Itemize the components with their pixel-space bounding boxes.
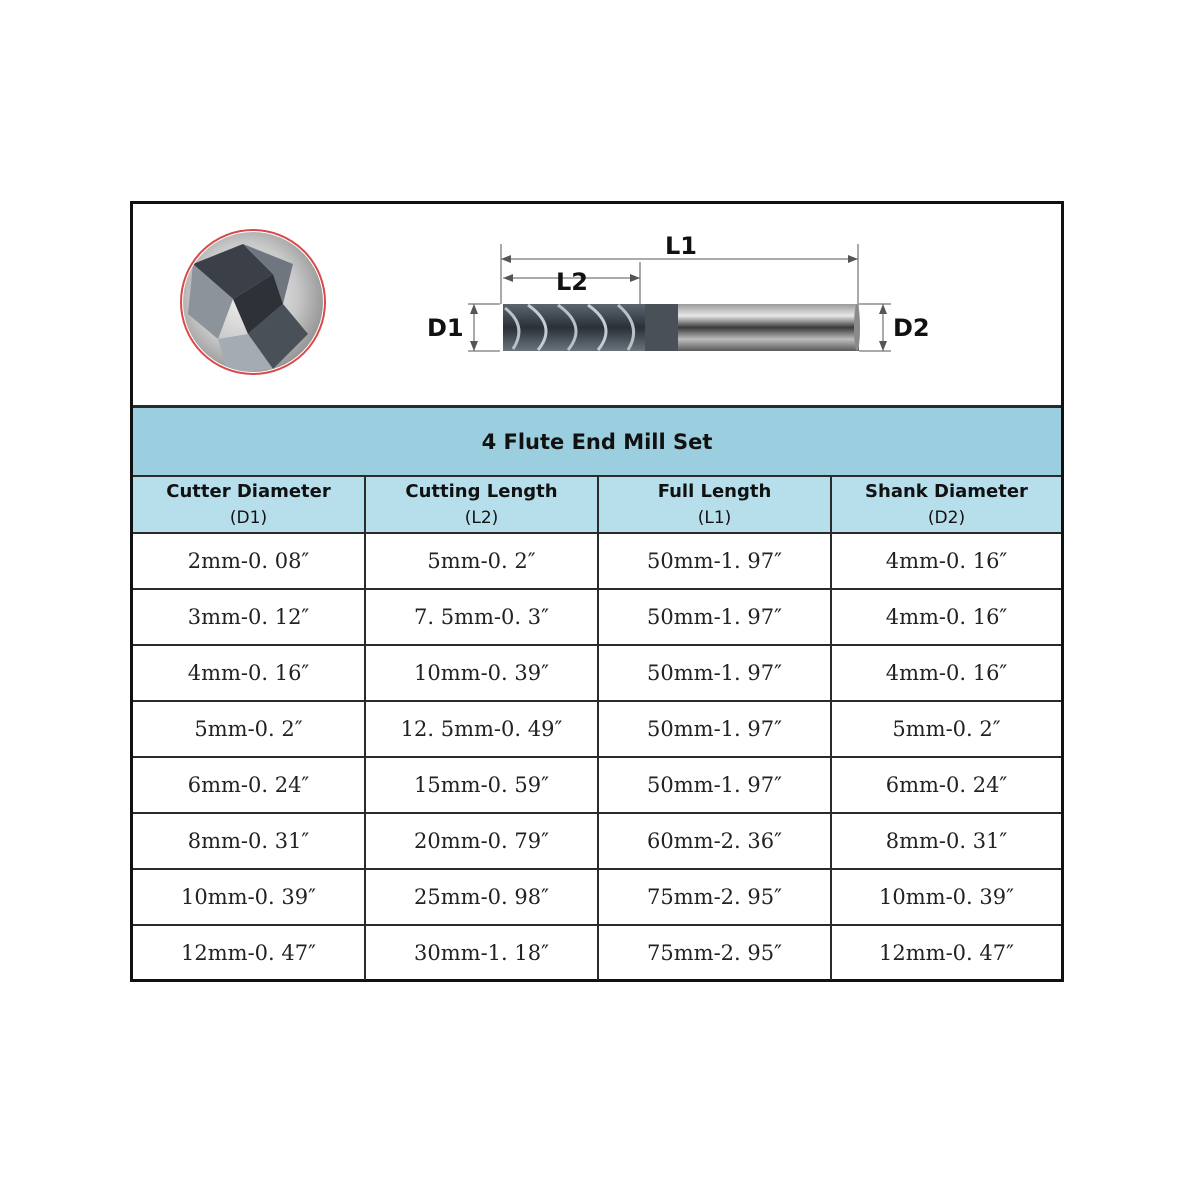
table-cell: 8mm-0. 31″ (133, 813, 365, 869)
table-cell: 4mm-0. 16″ (831, 533, 1061, 589)
table-cell: 30mm-1. 18″ (365, 925, 598, 980)
table-cell: 50mm-1. 97″ (598, 645, 831, 701)
d1-dimension (468, 304, 500, 351)
table-cell: 12mm-0. 47″ (831, 925, 1061, 980)
table-row (133, 533, 1061, 589)
table-cell: 4mm-0. 16″ (831, 645, 1061, 701)
table-cell: 6mm-0. 24″ (133, 757, 365, 813)
table-cell: 4mm-0. 16″ (133, 645, 365, 701)
spec-sheet (130, 201, 1064, 982)
table-row (133, 813, 1061, 869)
table-cell: 4mm-0. 16″ (831, 589, 1061, 645)
table-cell: 10mm-0. 39″ (133, 869, 365, 925)
table-cell: 12. 5mm-0. 49″ (365, 701, 598, 757)
table-cell: 8mm-0. 31″ (831, 813, 1061, 869)
table-cell: 75mm-2. 95″ (598, 925, 831, 980)
table-cell: 50mm-1. 97″ (598, 757, 831, 813)
l2-label: L2 (556, 268, 588, 296)
table-row (133, 701, 1061, 757)
spec-table (133, 477, 1061, 980)
table-cell: 5mm-0. 2″ (133, 701, 365, 757)
l1-label: L1 (665, 232, 697, 260)
header-full-length: Full Length (L1) (598, 477, 831, 533)
table-cell: 15mm-0. 59″ (365, 757, 598, 813)
table-cell: 10mm-0. 39″ (831, 869, 1061, 925)
table-row (133, 869, 1061, 925)
table-cell: 12mm-0. 47″ (133, 925, 365, 980)
table-row (133, 645, 1061, 701)
table-title-bar (133, 405, 1061, 477)
table-row (133, 589, 1061, 645)
d2-dimension (859, 304, 891, 351)
cutter-tip-closeup (181, 230, 325, 374)
d2-label: D2 (893, 314, 930, 342)
table-cell: 7. 5mm-0. 3″ (365, 589, 598, 645)
table-cell: 60mm-2. 36″ (598, 813, 831, 869)
table-cell: 20mm-0. 79″ (365, 813, 598, 869)
table-cell: 10mm-0. 39″ (365, 645, 598, 701)
table-cell: 3mm-0. 12″ (133, 589, 365, 645)
end-mill-illustration (133, 204, 1061, 404)
table-cell: 50mm-1. 97″ (598, 701, 831, 757)
table-cell: 5mm-0. 2″ (365, 533, 598, 589)
header-cutting-length: Cutting Length (L2) (365, 477, 598, 533)
table-cell: 75mm-2. 95″ (598, 869, 831, 925)
header-row (133, 477, 1061, 533)
table-cell: 6mm-0. 24″ (831, 757, 1061, 813)
table-row (133, 925, 1061, 980)
end-mill-tool (503, 304, 860, 351)
table-cell: 50mm-1. 97″ (598, 589, 831, 645)
header-cutter-diameter: Cutter Diameter (D1) (133, 477, 365, 533)
table-cell: 50mm-1. 97″ (598, 533, 831, 589)
table-row (133, 757, 1061, 813)
header-shank-diameter: Shank Diameter (D2) (831, 477, 1061, 533)
table-cell: 5mm-0. 2″ (831, 701, 1061, 757)
d1-label: D1 (427, 314, 464, 342)
table-cell: 2mm-0. 08″ (133, 533, 365, 589)
table-title: 4 Flute End Mill Set (481, 429, 713, 454)
table-cell: 25mm-0. 98″ (365, 869, 598, 925)
